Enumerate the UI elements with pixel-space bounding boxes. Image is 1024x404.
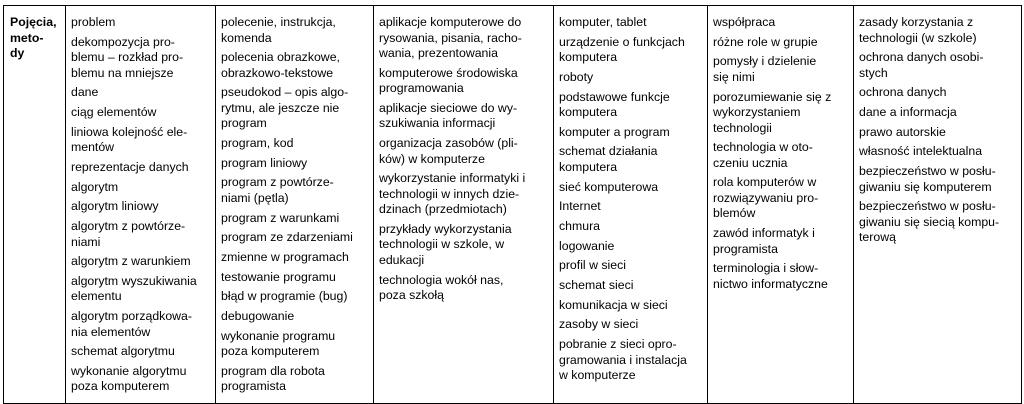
column-cell [216, 6, 374, 404]
list-item: algorytm porządkowa- nia elementów [71, 309, 192, 339]
list-item: schemat działania komputera [559, 144, 658, 174]
list-item: błąd w programie (bug) [221, 289, 348, 304]
list-item: ochrona danych osobi- stych [859, 50, 984, 80]
column-cell [554, 6, 708, 404]
list-item: problem [71, 15, 116, 29]
list-item: wykonanie programu poza komputerem [221, 328, 336, 359]
list-item: przykłady wykorzystania technologii w szkole, w edukacji [379, 221, 512, 267]
list-item: polecenia obrazkowe, obrazkowo-tekstowe [221, 50, 340, 80]
list-item: algorytm z warunkiem [71, 254, 191, 269]
list-item: współpraca [713, 15, 776, 29]
list-item: urządzenie o funkcjach komputera [559, 34, 685, 65]
list-item: terminologia i słow- nictwo informatyczne [713, 261, 828, 291]
list-item: algorytm wyszukiwania elementu [71, 273, 197, 304]
list-item: zawód informatyk i programista [713, 226, 815, 256]
list-item: debugowanie [221, 309, 295, 324]
list-item: rola komputerów w rozwiązywaniu pro- blemów [713, 175, 819, 221]
list-item: dekompozycja pro- blemu – rozkład pro- blemu na mniejsze [71, 34, 184, 80]
list-item: technologia w oto- czeniu ucznia [713, 140, 813, 170]
list-item: sieć komputerowa [559, 179, 659, 194]
list-item: chmura [559, 219, 601, 233]
list-item: logowanie [559, 238, 615, 253]
list-item: bezpieczeństwo w posłu- giwaniu się komputerem [859, 164, 996, 194]
list-item: program ze zdarzeniami [221, 230, 353, 245]
list-item: pobranie z sieci opro- gramowania i instalacja w komputerze [559, 337, 687, 383]
row-header: Pojęcia, meto- dy [10, 15, 57, 60]
list-item: profil w sieci [559, 258, 626, 273]
column-cell [66, 6, 216, 404]
list-item: podstawowe funkcje komputera [559, 89, 670, 120]
list-item: aplikacje komputerowe do rysowania, pisania, racho- wania, prezentowania [379, 15, 522, 60]
list-item: własność intelektualna [859, 144, 983, 159]
list-item: pseudokod – opis algo- rytmu, ale jeszcze nie program [221, 85, 349, 131]
list-item: komputerowe środowiska programowania [379, 65, 518, 96]
list-item: dane [71, 85, 99, 100]
list-item: polecenie, instrukcja, komenda [221, 15, 336, 45]
list-item: zasady korzystania z technologii (w szkole) [859, 15, 977, 45]
column-cell [374, 6, 554, 404]
list-item: prawo autorskie [859, 124, 946, 139]
list-item: bezpieczeństwo w posłu- giwaniu się siecią kompu- terową [859, 199, 1000, 245]
list-item: wykonanie algorytmu poza komputerem [71, 363, 187, 394]
list-item: zasoby w sieci [559, 317, 639, 332]
list-item: ciąg elementów [71, 105, 157, 120]
column-cell [708, 6, 854, 404]
list-item: zmienne w programach [221, 250, 349, 264]
list-item: algorytm [71, 179, 119, 194]
list-item: algorytm z powtórze- niami [71, 219, 186, 249]
list-item: technologia wokół nas, poza szkołą [379, 272, 504, 303]
list-item: komputer, tablet [559, 15, 647, 29]
list-item: różne role w grupie [713, 34, 818, 49]
list-item: wykorzystanie informatyki i technologii w innych dzie- dzinach (przedmiotach) [379, 171, 526, 217]
list-item: pomysły i dzielenie się nimi [713, 54, 817, 84]
list-item: program, kod [221, 136, 294, 151]
list-item: Internet [559, 199, 601, 214]
table-row [4, 6, 1022, 404]
list-item: organizacja zasobów (pli- ków) w komputerze [379, 136, 518, 166]
list-item: algorytm liniowy [71, 199, 159, 214]
list-item: dane a informacja [859, 105, 957, 120]
list-item: porozumiewanie się z wykorzystaniem technologii [713, 89, 832, 135]
list-item: aplikacje sieciowe do wy- szukiwania informacji [379, 100, 518, 131]
list-item: schemat algorytmu [71, 344, 175, 359]
column-cell [854, 6, 1022, 404]
list-item: roboty [559, 69, 594, 84]
list-item: program z powtórze- niami (pętla) [221, 175, 334, 205]
list-item: reprezentacje danych [71, 159, 189, 174]
list-item: ochrona danych [859, 85, 947, 100]
list-item: komunikacja w sieci [559, 297, 668, 312]
concepts-table [3, 5, 1022, 404]
list-item: liniowa kolejność ele- mentów [71, 124, 188, 155]
list-item: komputer a program [559, 124, 670, 139]
list-item: program z warunkami [221, 210, 340, 225]
row-header-cell [4, 6, 66, 404]
list-item: program liniowy [221, 155, 308, 170]
list-item: testowanie programu [221, 269, 336, 284]
list-item: program dla robota programista [221, 363, 325, 394]
list-item: schemat sieci [559, 278, 634, 293]
